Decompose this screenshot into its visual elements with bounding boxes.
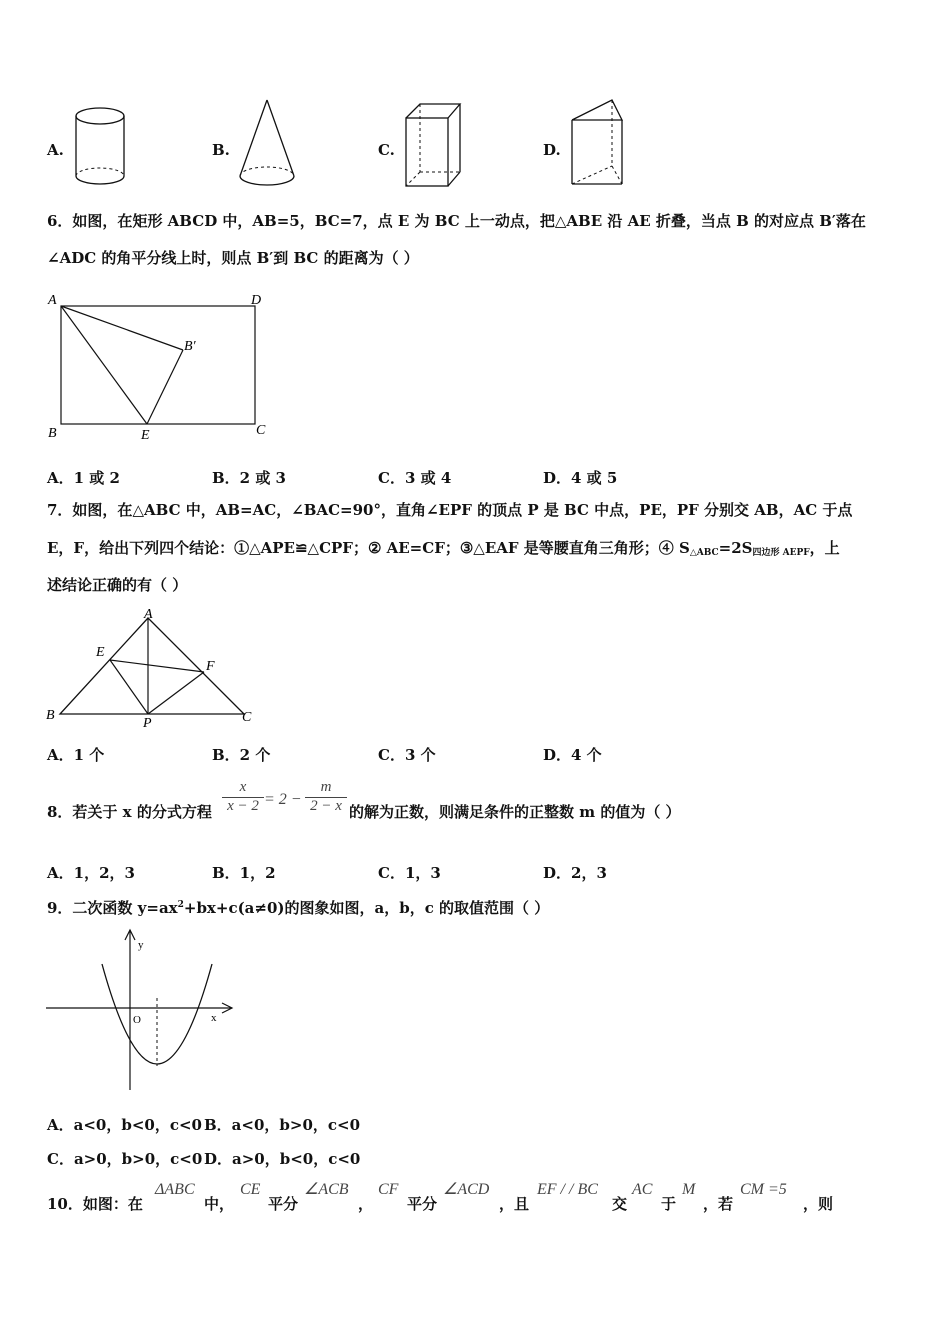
q10-math-cf: CF	[378, 1181, 399, 1198]
q10-text-6: ，且	[499, 1195, 530, 1213]
q10-math-ce: CE	[240, 1181, 261, 1198]
q7-label-f: F	[206, 659, 215, 674]
q10-text-4: ，	[358, 1195, 374, 1213]
q9-question: 9．二次函数 $y=ax^2+bx+c(a\ne 0)$的图象如图，a，b，c 的取值范围（ ）	[47, 899, 550, 917]
q7-question-line3: 述结论正确的有（ ）	[47, 576, 188, 594]
q7-option-b[interactable]: B．2 个	[212, 746, 271, 764]
q6-question-line1: 6．如图，在矩形 ABCD 中，AB=5，BC=7，点 E 为 BC 上一动点，把△ABE 沿 AE 折叠，当点 B 的对应点 B′落在	[47, 212, 866, 230]
q5-option-d-label: D.	[543, 141, 561, 159]
q10-text-1: 10．如图：在	[47, 1195, 143, 1213]
cylinder-figure	[70, 104, 130, 190]
q8-equals-part: = 2 −	[264, 791, 302, 808]
q10-text-9: ，若	[703, 1195, 734, 1213]
rectangular-prism-figure	[402, 100, 464, 190]
q6-option-b[interactable]: B．2 或 3	[212, 469, 286, 487]
q7-label-a: A	[144, 607, 153, 622]
q7-label-p: P	[143, 716, 152, 730]
q9-option-d[interactable]: D．a>0，b<0，c<0	[204, 1150, 361, 1168]
q7-label-e: E	[96, 645, 105, 660]
q8-option-b[interactable]: B．1，2	[212, 864, 276, 882]
q10-text-2: 中，	[204, 1195, 235, 1213]
q8-fraction-2: $\frac{m}{2 - x}$	[305, 779, 347, 815]
q6-option-d[interactable]: D．4 或 5	[543, 469, 618, 487]
q10-math-cm-eq: CM =5	[740, 1181, 787, 1198]
q8-option-a[interactable]: A．1，2，3	[47, 864, 135, 882]
q7-option-d[interactable]: D．4 个	[543, 746, 602, 764]
q10-math-angle-acb: ∠ACB	[304, 1181, 349, 1198]
q6-rectangle-figure	[44, 288, 274, 443]
q10-math-triangle: ΔABC	[155, 1181, 195, 1198]
q6-label-bprime: B′	[184, 339, 196, 354]
q5-option-c-label: C.	[378, 141, 395, 159]
q6-label-c: C	[256, 423, 266, 438]
q10-math-ac: AC	[632, 1181, 653, 1198]
q10-text-10: ，则	[803, 1195, 834, 1213]
cone-figure	[234, 96, 300, 190]
q8-fraction-1: $\frac{x}{x - 2}$	[222, 779, 264, 815]
q6-label-b: B	[48, 426, 57, 441]
q9-option-b[interactable]: B．a<0，b>0，c<0	[204, 1116, 361, 1134]
q7-question-line2: E，F，给出下列四个结论：①△APE≌△CPF；② AE=CF；③△EAF 是等腰直角三角形；④ $S_{\triangle ABC}=2S_{四边形 AEPF}$，上	[47, 539, 840, 558]
q10-text-5: 平分	[407, 1195, 438, 1213]
q9-option-a[interactable]: A．a<0，b<0，c<0	[47, 1116, 202, 1134]
q6-label-d: D	[251, 293, 262, 308]
q5-option-a-label: A.	[47, 141, 64, 159]
q10-text-8: 于	[661, 1195, 677, 1213]
triangular-prism-figure	[568, 96, 630, 190]
q6-question-line2: ∠ADC 的角平分线上时，则点 B′到 BC 的距离为（ ）	[47, 249, 419, 267]
q7-option-a[interactable]: A．1 个	[47, 746, 105, 764]
q7-triangle-figure	[44, 606, 259, 730]
q7-label-b: B	[46, 708, 55, 723]
q7-option-c[interactable]: C．3 个	[378, 746, 436, 764]
q9-label-x: x	[211, 1012, 217, 1024]
q10-math-ef-parallel-bc: EF / / BC	[537, 1181, 598, 1198]
q6-option-a[interactable]: A．1 或 2	[47, 469, 120, 487]
q10-math-m: M	[682, 1181, 696, 1198]
q10-math-angle-acd: ∠ACD	[443, 1181, 490, 1198]
q9-label-origin: O	[133, 1014, 141, 1026]
q9-parabola-figure	[44, 926, 239, 1096]
q10-text-7: 交	[612, 1195, 628, 1213]
q7-question-line1: 7．如图，在△ABC 中，AB=AC，∠BAC=90°，直角∠EPF 的顶点 P 是 BC 中点，PE，PF 分别交 AB，AC 于点	[47, 501, 853, 519]
q9-option-c[interactable]: C．a>0，b>0，c<0	[47, 1150, 203, 1168]
q8-question-suffix: 的解为正数，则满足条件的正整数 m 的值为（ ）	[349, 803, 681, 821]
q6-label-e: E	[141, 428, 150, 443]
q8-question-prefix: 8．若关于 x 的分式方程	[47, 803, 212, 821]
q9-label-y: y	[138, 939, 144, 951]
q8-option-c[interactable]: C．1，3	[378, 864, 441, 882]
q7-label-c: C	[242, 710, 252, 725]
q8-option-d[interactable]: D．2，3	[543, 864, 607, 882]
q6-label-a: A	[48, 293, 57, 308]
q6-option-c[interactable]: C．3 或 4	[378, 469, 452, 487]
q10-text-3: 平分	[268, 1195, 299, 1213]
q5-option-b-label: B.	[212, 141, 230, 159]
